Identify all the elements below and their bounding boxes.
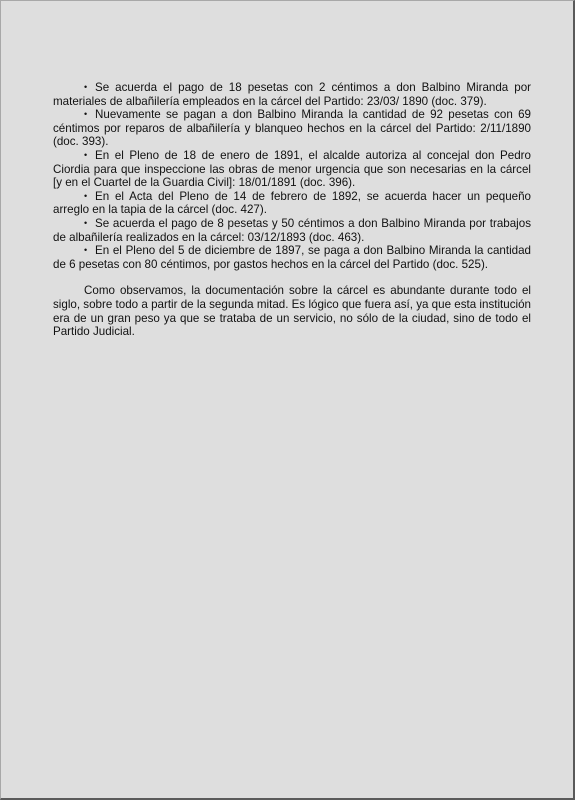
list-item xyxy=(53,149,531,190)
list-item-text: Se acuerda el pago de 8 pesetas y 50 céntimos a don Balbino Miranda por trabajos de albañilería realizados en la cárcel: 03/12/1893 (doc. 463). xyxy=(53,216,531,244)
bullet-icon: • xyxy=(84,109,88,120)
list-item xyxy=(53,217,531,244)
bullet-icon: • xyxy=(84,217,88,228)
bullet-icon: • xyxy=(84,82,88,92)
bullet-icon: • xyxy=(84,245,88,256)
bullet-icon: • xyxy=(84,149,88,160)
list-item xyxy=(53,190,531,217)
page-content xyxy=(53,81,531,339)
list-item xyxy=(53,244,531,271)
list-item xyxy=(53,108,531,149)
list-item-text: En el Acta del Pleno de 14 de febrero de 1892, se acuerda hacer un pequeño arreglo en la tapia de la cárcel (doc. 427). xyxy=(53,189,531,217)
list-item-text: En el Pleno de 18 de enero de 1891, el alcalde autoriza al concejal don Pedro Ciordia para que inspeccione las obras de menor urgencia que son necesarias en la cárcel [y en el Cuartel de la Guardia Civil]: 18/01/1891 (doc. 396). xyxy=(53,148,531,190)
body-paragraph: Como observamos, la documentación sobre la cárcel es abundante durante todo el siglo, sobre todo a partir de la segunda mitad. Es lógico que fuera así, ya que esta institución era de un gran peso ya que se trataba de un servicio, no sólo de la ciudad, sino de todo el Partido Judicial. xyxy=(53,284,531,339)
list-item-text: Se acuerda el pago de 18 pesetas con 2 céntimos a don Balbino Miranda por materiales de albañilería empleados en la cárcel del Partido: 23/03/ 1890 (doc. 379). xyxy=(53,81,531,108)
list-item-text: En el Pleno del 5 de diciembre de 1897, se paga a don Balbino Miranda la cantidad de 6 pesetas con 80 céntimos, por gastos hechos en la cárcel del Partido (doc. 525). xyxy=(53,244,531,271)
list-item xyxy=(53,81,531,108)
list-item-text: Nuevamente se pagan a don Balbino Miranda la cantidad de 92 pesetas con 69 céntimos por reparos de albañilería y blanqueo hechos en la cárcel del Partido: 2/11/1890 (doc. 393). xyxy=(53,108,531,149)
bullet-icon: • xyxy=(84,190,88,201)
